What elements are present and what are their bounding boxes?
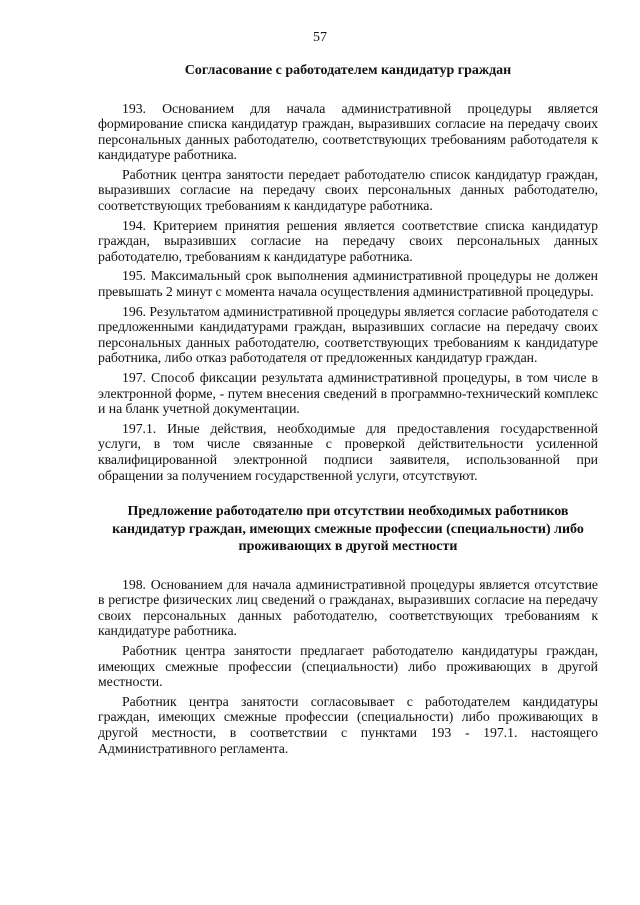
section-employer-approval xyxy=(98,62,598,483)
paragraph-195: 195. Максимальный срок выполнения административной процедуры не должен превышать 2 минут с момента начала осуществления административной процедуры. xyxy=(98,268,598,300)
paragraph-198: 198. Основанием для начала административной процедуры является отсутствие в регистре физических лиц сведений о гражданах, выразивших согласие на передачу своих персональных данных работодателю, соответствующих требованиям к кандидатуре работника. xyxy=(98,576,598,639)
section-heading: Согласование с работодателем кандидатур граждан xyxy=(184,63,512,78)
page-number: 57 xyxy=(313,30,327,45)
paragraph: Работник центра занятости согласовывает с работодателем кандидатуры граждан, имеющих смежные профессии (специальности) либо проживающих в другой местности, в соответствии с пунктами 193 - 197.1. настоящего Административного регламента. xyxy=(98,693,598,756)
paragraph-194: 194. Критерием принятия решения является соответствие списка кандидатур граждан, выразивших согласие на передачу своих персональных данных работодателю, требованиям к кандидатуре работника. xyxy=(98,217,598,264)
paragraph-197-1: 197.1. Иные действия, необходимые для предоставления государственной услуги, в том числе связанные с проверкой действительности усиленной квалифицированной электронной подписи заявителя, использованной при обращении за получением государственной услуги, отсутствуют. xyxy=(98,420,598,483)
section-related-professions xyxy=(98,503,598,756)
paragraph: Работник центра занятости передает работодателю список кандидатур граждан, выразивших согласие на передачу своих персональных данных работодателю, соответствующих требованиям к кандидатуре работника. xyxy=(98,166,598,214)
paragraph-193: 193. Основанием для начала административной процедуры является формирование списка кандидатур граждан, выразивших согласие на передачу своих персональных данных работодателю, соответствующих требованиям работодателя к кандидатуре работника. xyxy=(98,100,598,163)
paragraph-196: 196. Результатом административной процедуры является согласие работодателя с предложенными кандидатурами граждан, выразивших согласие на передачу своих персональных данных работодателю, соответствующих требованиям к кандидатуре работника, либо отказ работодателя от предложенных кандидатур граждан. xyxy=(98,303,598,366)
paragraph-197: 197. Способ фиксации результата административной процедуры, в том числе в электронной форме, - путем внесения сведений в программно-технический комплекс и на бланк учетной документации. xyxy=(98,370,598,417)
document-body xyxy=(98,62,598,760)
paragraph: Работник центра занятости предлагает работодателю кандидатуры граждан, имеющих смежные профессии (специальности) либо проживающих в другой местности. xyxy=(98,643,598,690)
section-heading: Предложение работодателю при отсутствии необходимых работников кандидатур граждан, имеющих смежные профессии (специальности) либо проживающих в другой местности xyxy=(112,504,584,555)
